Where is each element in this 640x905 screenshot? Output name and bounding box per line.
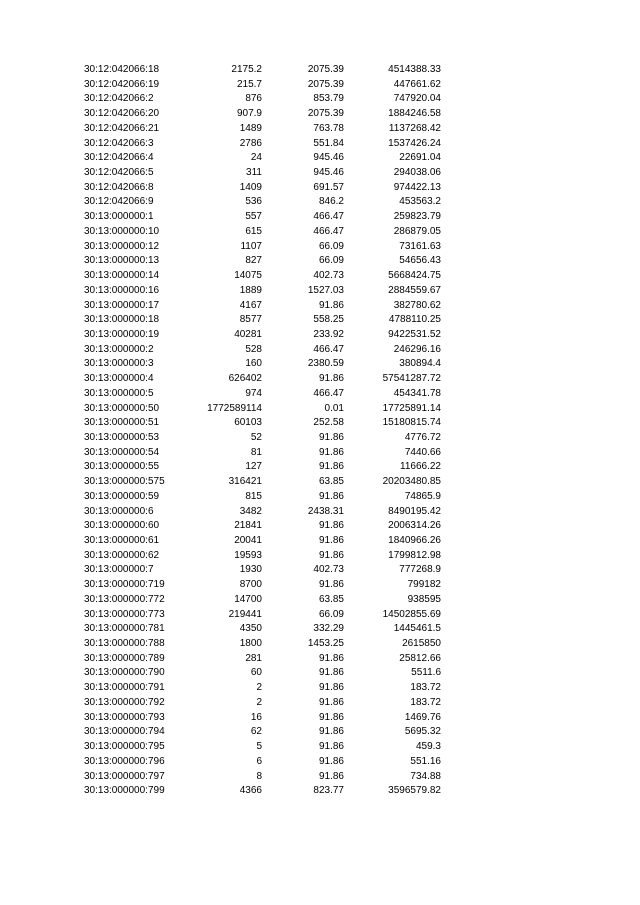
- cadastral-number-cell: 30:13:000000:1: [84, 211, 154, 223]
- area-cell: 19593: [234, 549, 262, 561]
- cadastral-number-cell: 30:13:000000:55: [84, 461, 160, 473]
- rate-cell: 91.86: [318, 535, 344, 546]
- cadastral-number-cell: 30:12:042066:18: [84, 64, 160, 75]
- area-cell: 21841: [234, 520, 262, 532]
- cadastral-number-cell: 30:13:000000:575: [84, 476, 165, 488]
- table-row: [84, 534, 444, 549]
- rate-cell: 2075.39: [307, 78, 344, 90]
- area-cell: 1489: [239, 122, 262, 134]
- rate-cell: 91.86: [318, 431, 344, 443]
- table-row: [84, 681, 444, 696]
- table-row: [84, 431, 444, 446]
- rate-cell: 691.57: [313, 181, 344, 193]
- table-row: [84, 269, 444, 284]
- rate-cell: 91.86: [318, 770, 344, 782]
- area-cell: 907.9: [236, 108, 262, 120]
- rate-cell: 402.73: [313, 564, 344, 576]
- value-cell: 17725891.14: [382, 402, 441, 414]
- cadastral-number-cell: 30:13:000000:18: [84, 314, 160, 326]
- area-cell: 536: [245, 196, 262, 208]
- value-cell: 5668424.75: [388, 270, 441, 282]
- rate-cell: 466.47: [313, 211, 344, 223]
- table-row: [84, 151, 444, 166]
- rate-cell: 91.86: [318, 579, 344, 591]
- value-cell: 447661.62: [393, 78, 441, 90]
- cadastral-number-cell: 30:13:000000:54: [84, 446, 160, 458]
- area-cell: 528: [245, 343, 262, 355]
- area-cell: 615: [245, 225, 262, 237]
- cadastral-number-cell: 30:13:000000:793: [84, 711, 165, 723]
- rate-cell: 763.78: [313, 122, 344, 134]
- area-cell: 626402: [228, 373, 262, 385]
- area-cell: 1409: [239, 181, 262, 193]
- table-row: [84, 637, 444, 652]
- rate-cell: 91.86: [318, 373, 344, 385]
- value-cell: 11666.22: [400, 461, 441, 473]
- rate-cell: 0.01: [324, 402, 344, 414]
- cadastral-number-cell: 30:12:042066:2: [84, 93, 154, 105]
- cadastral-number-cell: 30:13:000000:792: [84, 696, 165, 708]
- value-cell: 54656.43: [399, 255, 441, 267]
- table-row: [84, 299, 444, 314]
- rate-cell: 252.58: [313, 417, 344, 429]
- value-cell: 286879.05: [393, 225, 441, 237]
- cadastral-number-cell: 30:12:042066:9: [84, 196, 154, 208]
- table-row: [84, 666, 444, 681]
- area-cell: 8577: [239, 314, 262, 326]
- value-cell: 57541287.72: [382, 373, 441, 385]
- table-row: [84, 696, 444, 711]
- cadastral-number-cell: 30:12:042066:3: [84, 137, 154, 149]
- value-cell: 747920.04: [393, 93, 441, 105]
- rate-cell: 91.86: [318, 682, 344, 694]
- table-row: [84, 343, 444, 358]
- rate-cell: 66.09: [318, 608, 344, 620]
- rate-cell: 63.85: [318, 476, 344, 488]
- table-row: [84, 622, 444, 637]
- value-cell: 1884246.58: [388, 108, 441, 120]
- table-row: [84, 328, 444, 343]
- cadastral-number-cell: 30:13:000000:781: [84, 623, 165, 635]
- area-cell: 827: [245, 255, 262, 267]
- table-row: [84, 181, 444, 196]
- area-cell: 20041: [234, 535, 262, 546]
- cadastral-number-cell: 30:13:000000:794: [84, 726, 165, 738]
- value-cell: 4776.72: [404, 431, 441, 443]
- table-row: [84, 505, 444, 520]
- table-row: [84, 137, 444, 152]
- value-cell: 7440.66: [404, 446, 441, 458]
- cadastral-number-cell: 30:13:000000:799: [84, 785, 165, 797]
- rate-cell: 91.86: [318, 299, 344, 311]
- table-row: [84, 770, 444, 785]
- area-cell: 16: [250, 711, 262, 723]
- rate-cell: 233.92: [313, 328, 344, 340]
- area-cell: 1107: [240, 240, 262, 252]
- rate-cell: 66.09: [318, 255, 344, 267]
- rate-cell: 91.86: [318, 755, 344, 767]
- rate-cell: 402.73: [313, 270, 344, 282]
- value-cell: 183.72: [410, 682, 441, 694]
- rate-cell: 91.86: [318, 490, 344, 502]
- rate-cell: 853.79: [313, 93, 344, 105]
- rate-cell: 466.47: [313, 343, 344, 355]
- value-cell: 380894.4: [399, 358, 441, 370]
- cadastral-number-cell: 30:13:000000:62: [84, 549, 160, 561]
- table-row: [84, 166, 444, 181]
- cadastral-number-cell: 30:13:000000:2: [84, 343, 154, 355]
- rate-cell: 91.86: [318, 711, 344, 723]
- table-row: [84, 240, 444, 255]
- table-row: [84, 784, 444, 799]
- cadastral-number-cell: 30:13:000000:4: [84, 373, 154, 385]
- data-table: [84, 63, 444, 799]
- area-cell: 1930: [239, 564, 262, 576]
- cadastral-number-cell: 30:13:000000:788: [84, 638, 165, 650]
- rate-cell: 63.85: [318, 593, 344, 605]
- value-cell: 3596579.82: [388, 785, 441, 797]
- value-cell: 382780.62: [393, 299, 441, 311]
- table-row: [84, 107, 444, 122]
- area-cell: 2175.2: [231, 64, 262, 75]
- value-cell: 2884559.67: [388, 284, 441, 296]
- value-cell: 5695.32: [404, 726, 441, 738]
- value-cell: 294038.06: [393, 167, 441, 179]
- area-cell: 160: [245, 358, 262, 370]
- cadastral-number-cell: 30:13:000000:14: [84, 270, 160, 282]
- area-cell: 14700: [234, 593, 262, 605]
- cadastral-number-cell: 30:13:000000:53: [84, 431, 160, 443]
- area-cell: 219441: [228, 608, 262, 620]
- value-cell: 459.3: [415, 741, 441, 753]
- value-cell: 453563.2: [399, 196, 441, 208]
- value-cell: 799182: [407, 579, 441, 591]
- area-cell: 815: [245, 490, 262, 502]
- area-cell: 40281: [234, 328, 262, 340]
- value-cell: 15180815.74: [382, 417, 441, 429]
- cadastral-number-cell: 30:13:000000:7: [84, 564, 154, 576]
- value-cell: 8490195.42: [388, 505, 441, 517]
- cadastral-number-cell: 30:13:000000:797: [84, 770, 165, 782]
- table-row: [84, 519, 444, 534]
- value-cell: 938595: [407, 593, 441, 605]
- value-cell: 74865.9: [404, 490, 441, 502]
- rate-cell: 551.84: [313, 137, 344, 149]
- rate-cell: 2380.59: [307, 358, 344, 370]
- value-cell: 183.72: [410, 696, 441, 708]
- area-cell: 62: [250, 726, 262, 738]
- value-cell: 259823.79: [393, 211, 441, 223]
- value-cell: 454341.78: [393, 387, 441, 399]
- area-cell: 60103: [234, 417, 262, 429]
- area-cell: 4167: [239, 299, 262, 311]
- table-row: [84, 416, 444, 431]
- value-cell: 1840966.26: [388, 535, 441, 546]
- rate-cell: 91.86: [318, 549, 344, 561]
- table-row: [84, 63, 444, 78]
- area-cell: 14075: [234, 270, 262, 282]
- cadastral-number-cell: 30:13:000000:60: [84, 520, 160, 532]
- rate-cell: 1453.25: [307, 638, 344, 650]
- rate-cell: 91.86: [318, 667, 344, 679]
- area-cell: 876: [245, 93, 262, 105]
- area-cell: 1889: [239, 284, 262, 296]
- rate-cell: 846.2: [318, 196, 344, 208]
- value-cell: 551.16: [410, 755, 441, 767]
- rate-cell: 91.86: [318, 446, 344, 458]
- table-row: [84, 210, 444, 225]
- rate-cell: 91.86: [318, 652, 344, 664]
- value-cell: 25812.66: [399, 652, 441, 664]
- cadastral-number-cell: 30:13:000000:6: [84, 505, 154, 517]
- value-cell: 4514388.33: [388, 64, 441, 75]
- area-cell: 4366: [239, 785, 262, 797]
- area-cell: 1800: [239, 638, 262, 650]
- value-cell: 9422531.52: [388, 328, 441, 340]
- value-cell: 22691.04: [399, 152, 441, 164]
- cadastral-number-cell: 30:13:000000:50: [84, 402, 160, 414]
- value-cell: 14502855.69: [382, 608, 441, 620]
- table-row: [84, 608, 444, 623]
- cadastral-number-cell: 30:13:000000:17: [84, 299, 160, 311]
- table-row: [84, 460, 444, 475]
- table-row: [84, 92, 444, 107]
- table-row: [84, 402, 444, 417]
- table-row: [84, 711, 444, 726]
- rate-cell: 91.86: [318, 726, 344, 738]
- value-cell: 2615850: [402, 638, 441, 650]
- rate-cell: 2075.39: [307, 64, 344, 75]
- cadastral-number-cell: 30:13:000000:13: [84, 255, 160, 267]
- area-cell: 2786: [239, 137, 262, 149]
- area-cell: 3482: [239, 505, 262, 517]
- table-row: [84, 740, 444, 755]
- cadastral-number-cell: 30:13:000000:773: [84, 608, 165, 620]
- area-cell: 281: [245, 652, 262, 664]
- table-row: [84, 284, 444, 299]
- value-cell: 4788110.25: [388, 314, 441, 326]
- cadastral-number-cell: 30:13:000000:791: [84, 682, 165, 694]
- cadastral-number-cell: 30:13:000000:772: [84, 593, 165, 605]
- table-row: [84, 78, 444, 93]
- value-cell: 1799812.98: [388, 549, 441, 561]
- area-cell: 52: [250, 431, 262, 443]
- cadastral-number-cell: 30:12:042066:20: [84, 108, 160, 120]
- table-row: [84, 313, 444, 328]
- value-cell: 246296.16: [393, 343, 441, 355]
- rate-cell: 558.25: [313, 314, 344, 326]
- rate-cell: 332.29: [313, 623, 344, 635]
- cadastral-number-cell: 30:12:042066:8: [84, 181, 154, 193]
- table-row: [84, 578, 444, 593]
- cadastral-number-cell: 30:13:000000:5: [84, 387, 154, 399]
- cadastral-number-cell: 30:13:000000:61: [84, 535, 160, 546]
- cadastral-number-cell: 30:13:000000:16: [84, 284, 160, 296]
- cadastral-number-cell: 30:13:000000:51: [84, 417, 160, 429]
- rate-cell: 91.86: [318, 741, 344, 753]
- cadastral-number-cell: 30:13:000000:719: [84, 579, 165, 591]
- area-cell: 5: [256, 741, 262, 753]
- area-cell: 60: [250, 667, 262, 679]
- rate-cell: 91.86: [318, 461, 344, 473]
- cadastral-number-cell: 30:13:000000:789: [84, 652, 165, 664]
- value-cell: 5511.6: [411, 667, 441, 679]
- value-cell: 1469.76: [404, 711, 441, 723]
- area-cell: 1772589114: [207, 402, 262, 414]
- rate-cell: 66.09: [318, 240, 344, 252]
- cadastral-number-cell: 30:13:000000:12: [84, 240, 160, 252]
- rate-cell: 91.86: [318, 520, 344, 532]
- area-cell: 215.7: [236, 78, 262, 90]
- table-row: [84, 387, 444, 402]
- table-row: [84, 755, 444, 770]
- rate-cell: 945.46: [313, 167, 344, 179]
- cadastral-number-cell: 30:12:042066:4: [84, 152, 154, 164]
- table-row: [84, 725, 444, 740]
- rate-cell: 1527.03: [307, 284, 344, 296]
- value-cell: 1137268.42: [388, 122, 441, 134]
- value-cell: 20203480.85: [382, 476, 441, 488]
- table-row: [84, 372, 444, 387]
- cadastral-number-cell: 30:13:000000:790: [84, 667, 165, 679]
- value-cell: 734.88: [410, 770, 441, 782]
- area-cell: 2: [256, 696, 262, 708]
- cadastral-number-cell: 30:12:042066:19: [84, 78, 160, 90]
- area-cell: 311: [246, 167, 262, 179]
- cadastral-number-cell: 30:13:000000:796: [84, 755, 165, 767]
- table-row: [84, 475, 444, 490]
- area-cell: 974: [245, 387, 262, 399]
- area-cell: 2: [256, 682, 262, 694]
- cadastral-number-cell: 30:13:000000:3: [84, 358, 154, 370]
- value-cell: 974422.13: [393, 181, 441, 193]
- area-cell: 4350: [239, 623, 262, 635]
- rate-cell: 2438.31: [307, 505, 344, 517]
- table-row: [84, 563, 444, 578]
- cadastral-number-cell: 30:13:000000:59: [84, 490, 160, 502]
- rate-cell: 2075.39: [307, 108, 344, 120]
- area-cell: 316421: [228, 476, 262, 488]
- table-row: [84, 195, 444, 210]
- table-row: [84, 549, 444, 564]
- value-cell: 1537426.24: [388, 137, 441, 149]
- cadastral-number-cell: 30:12:042066:5: [84, 167, 154, 179]
- cadastral-number-cell: 30:13:000000:795: [84, 741, 165, 753]
- rate-cell: 466.47: [313, 225, 344, 237]
- area-cell: 24: [250, 152, 262, 164]
- area-cell: 127: [245, 461, 262, 473]
- value-cell: 73161.63: [399, 240, 441, 252]
- rate-cell: 466.47: [313, 387, 344, 399]
- area-cell: 81: [250, 446, 262, 458]
- area-cell: 8700: [239, 579, 262, 591]
- area-cell: 6: [256, 755, 262, 767]
- area-cell: 557: [245, 211, 262, 223]
- table-row: [84, 225, 444, 240]
- table-row: [84, 490, 444, 505]
- cadastral-number-cell: 30:12:042066:21: [84, 122, 160, 134]
- value-cell: 1445461.5: [393, 623, 441, 635]
- table-row: [84, 357, 444, 372]
- rate-cell: 823.77: [313, 785, 344, 797]
- rate-cell: 945.46: [313, 152, 344, 164]
- value-cell: 2006314.26: [388, 520, 441, 532]
- rate-cell: 91.86: [318, 696, 344, 708]
- value-cell: 777268.9: [399, 564, 441, 576]
- table-row: [84, 652, 444, 667]
- table-row: [84, 122, 444, 137]
- cadastral-number-cell: 30:13:000000:19: [84, 328, 160, 340]
- table-row: [84, 254, 444, 269]
- table-row: [84, 593, 444, 608]
- cadastral-number-cell: 30:13:000000:10: [84, 225, 160, 237]
- area-cell: 8: [256, 770, 262, 782]
- table-row: [84, 446, 444, 461]
